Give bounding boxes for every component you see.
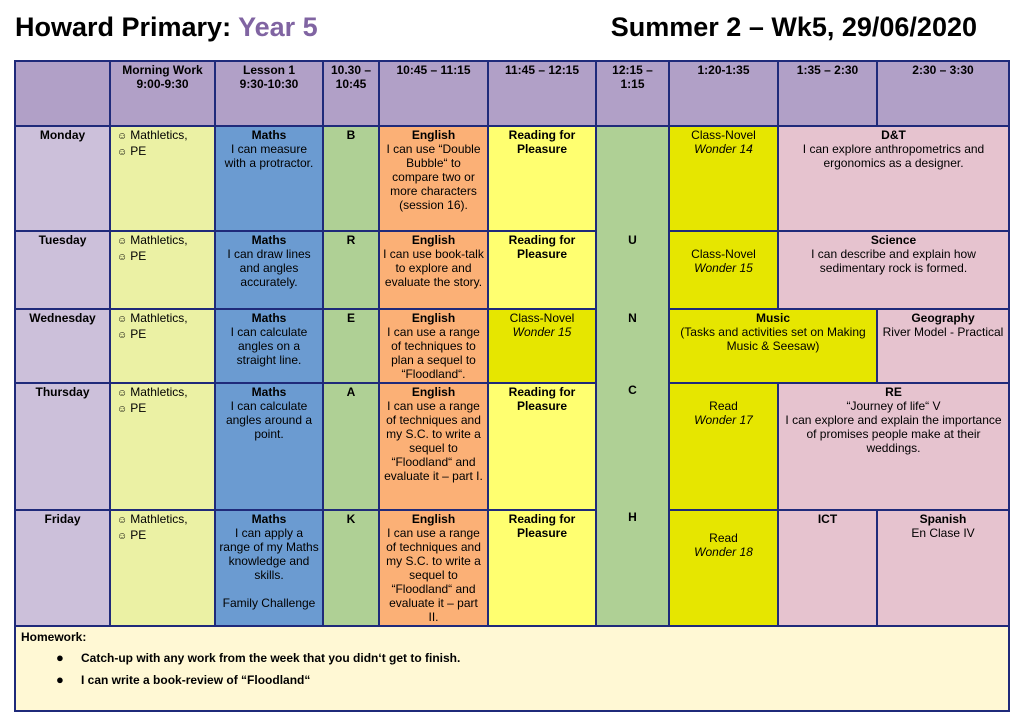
- header-label: 11:45 – 12:15: [504, 63, 580, 77]
- subject-title: Spanish: [919, 512, 967, 526]
- header-1045: [379, 61, 488, 126]
- row-wednesday: [15, 309, 1009, 383]
- smiley-icon: ☺: [117, 147, 128, 158]
- afternoon-cell: [778, 383, 1009, 510]
- subject-title: Maths: [251, 385, 287, 399]
- header-label: 12:15 – 1:15: [612, 63, 653, 91]
- english-cell: [379, 383, 488, 510]
- subject-title: Maths: [251, 233, 287, 247]
- reading-cell: Reading for Pleasure: [488, 510, 596, 626]
- break-cell: A: [323, 383, 379, 510]
- read-cell: [669, 383, 778, 510]
- header-120: [669, 61, 778, 126]
- novel-chapter: Wonder 15: [694, 261, 753, 275]
- mw-item: Mathletics,: [130, 512, 188, 526]
- class-novel-cell: [669, 126, 778, 231]
- subject-title: English: [411, 385, 456, 399]
- lesson-objective: I can measure with a protractor.: [224, 142, 314, 170]
- mw-item: Mathletics,: [130, 311, 188, 325]
- homework-item: [56, 672, 1003, 687]
- mw-item: PE: [130, 327, 147, 341]
- subject-title: Maths: [251, 128, 287, 142]
- lesson-objective: I can explore anthropometrics and ergonomics as a designer.: [802, 142, 985, 170]
- novel-title: Class-Novel: [691, 128, 756, 142]
- header-lesson-1: [215, 61, 323, 126]
- homework-text: I can write a book-review of “Floodland“: [81, 673, 311, 687]
- class-novel-cell: [488, 309, 596, 383]
- lesson-objective: En Clase IV: [911, 526, 975, 540]
- subject-title: English: [411, 128, 456, 142]
- english-cell: [379, 309, 488, 383]
- smiley-icon: ☺: [117, 252, 128, 263]
- family-challenge: Family Challenge: [222, 596, 316, 610]
- page-title: [15, 12, 318, 43]
- morning-work-cell: [110, 231, 215, 309]
- spanish-cell: [877, 510, 1009, 626]
- subject-title: Maths: [251, 311, 287, 325]
- header-label: Morning Work 9:00-9:30: [122, 63, 203, 91]
- reading-cell: Reading for Pleasure: [488, 231, 596, 309]
- subject-title: English: [411, 311, 456, 325]
- maths-cell: [215, 309, 323, 383]
- novel-chapter: Wonder 18: [694, 545, 753, 559]
- year-group: Year 5: [238, 12, 318, 42]
- smiley-icon: ☺: [117, 515, 128, 526]
- row-homework: [15, 626, 1009, 711]
- subject-title: Maths: [251, 512, 287, 526]
- row-monday: [15, 126, 1009, 231]
- morning-work-cell: [110, 510, 215, 626]
- header-230: [877, 61, 1009, 126]
- novel-chapter: Wonder 15: [512, 325, 572, 339]
- ict-cell: ICT: [778, 510, 877, 626]
- homework-list: [21, 651, 1003, 687]
- maths-cell: [215, 231, 323, 309]
- smiley-icon: ☺: [117, 131, 128, 142]
- subject-title: Science: [870, 233, 917, 247]
- subject-title: Music: [755, 311, 790, 325]
- english-cell: [379, 510, 488, 626]
- subject-title: English: [411, 512, 456, 526]
- novel-title: Class-Novel: [691, 247, 756, 261]
- afternoon-cell: [778, 126, 1009, 231]
- day-label: Monday: [15, 126, 110, 231]
- header-row: [15, 61, 1009, 126]
- header-label: 10:45 – 11:15: [396, 63, 471, 77]
- header-label: 1:35 – 2:30: [796, 63, 859, 77]
- mw-item: Mathletics,: [130, 233, 188, 247]
- subject-title: D&T: [881, 128, 906, 142]
- header-lunch: [596, 61, 669, 126]
- reading-cell: Reading for Pleasure: [488, 383, 596, 510]
- read-title: Read: [709, 399, 738, 413]
- subject-title: Geography: [911, 311, 975, 325]
- morning-work-cell: [110, 383, 215, 510]
- homework-box: [15, 626, 1009, 711]
- lesson-objective: I can calculate angles on a straight line.: [230, 325, 308, 367]
- bullet-icon: ●: [56, 672, 64, 687]
- break-cell: E: [323, 309, 379, 383]
- read-cell: [669, 510, 778, 626]
- break-cell: R: [323, 231, 379, 309]
- row-tuesday: [15, 231, 1009, 309]
- morning-work-cell: [110, 126, 215, 231]
- lesson-objective: (Tasks and activities set on Making Music & Seesaw): [680, 325, 866, 353]
- smiley-icon: ☺: [117, 404, 128, 415]
- day-label: Tuesday: [15, 231, 110, 309]
- homework-title: Homework:: [21, 630, 87, 644]
- class-novel-cell: [669, 231, 778, 309]
- smiley-icon: ☺: [117, 314, 128, 325]
- lesson-objective: I can explore and explain the importance of promises people make at their weddings.: [785, 413, 1002, 455]
- geography-cell: [877, 309, 1009, 383]
- english-cell: [379, 126, 488, 231]
- lunch-letter: C: [628, 383, 637, 397]
- reading-cell: Reading for Pleasure: [488, 126, 596, 231]
- read-title: Read: [709, 531, 738, 545]
- lesson-objective: I can use a range of techniques to plan a sequel to “Floodland“.: [387, 325, 480, 381]
- subject-title: English: [411, 233, 456, 247]
- mw-item: PE: [130, 528, 147, 542]
- lesson-objective: I can use “Double Bubble“ to compare two or more characters (session 16).: [386, 142, 481, 212]
- homework-text: Catch-up with any work from the week that you didn‘t get to finish.: [81, 651, 461, 665]
- lesson-objective: I can draw lines and angles accurately.: [227, 247, 311, 289]
- day-label: Thursday: [15, 383, 110, 510]
- subject-title: RE: [885, 385, 902, 399]
- morning-work-cell: [110, 309, 215, 383]
- header-break: [323, 61, 379, 126]
- row-friday: [15, 510, 1009, 626]
- smiley-icon: ☺: [117, 531, 128, 542]
- maths-cell: [215, 383, 323, 510]
- lunch-letter: H: [628, 510, 637, 524]
- break-cell: B: [323, 126, 379, 231]
- header-label: 10.30 – 10:45: [330, 63, 372, 91]
- smiley-icon: ☺: [117, 236, 128, 247]
- day-label: Wednesday: [15, 309, 110, 383]
- music-cell: [669, 309, 877, 383]
- lesson-objective: I can use a range of techniques and my S.C. to write a sequel to “Floodland“ and evaluate it – part I.: [384, 399, 483, 483]
- unit-title: “Journey of life“ V: [846, 399, 941, 413]
- term-date: Summer 2 – Wk5, 29/06/2020: [610, 12, 977, 42]
- header-label: 1:20-1:35: [697, 63, 750, 77]
- lesson-objective: I can describe and explain how sedimentary rock is formed.: [811, 247, 976, 275]
- novel-title: Class-Novel: [509, 311, 575, 325]
- mw-item: Mathletics,: [130, 128, 188, 142]
- lunch-letter: N: [628, 311, 637, 325]
- mw-item: PE: [130, 249, 147, 263]
- day-label: Friday: [15, 510, 110, 626]
- english-cell: [379, 231, 488, 309]
- lunch-letter: U: [628, 233, 637, 247]
- mw-item: Mathletics,: [130, 385, 188, 399]
- afternoon-cell: [778, 231, 1009, 309]
- lesson-objective: I can calculate angles around a point.: [225, 399, 313, 441]
- maths-cell: [215, 126, 323, 231]
- row-thursday: [15, 383, 1009, 510]
- mw-item: PE: [130, 401, 147, 415]
- novel-chapter: Wonder 14: [694, 142, 753, 156]
- break-cell: K: [323, 510, 379, 626]
- header-label: 2:30 – 3:30: [912, 63, 974, 77]
- lesson-objective: I can use a range of techniques and my S.C. to write a sequel to “Floodland“ and evaluate it – part II.: [386, 526, 481, 624]
- maths-cell: [215, 510, 323, 626]
- smiley-icon: ☺: [117, 388, 128, 399]
- bullet-icon: ●: [56, 650, 64, 665]
- timetable: [14, 60, 1010, 712]
- homework-item: [56, 650, 1003, 665]
- school-name: Howard Primary:: [15, 12, 232, 42]
- header-label: Lesson 1 9:30-10:30: [239, 63, 299, 91]
- lunch-cell: [596, 126, 669, 626]
- smiley-icon: ☺: [117, 330, 128, 341]
- header-morning-work: [110, 61, 215, 126]
- header-135: [778, 61, 877, 126]
- lesson-objective: River Model - Practical: [882, 325, 1004, 339]
- header-corner: [15, 61, 110, 126]
- novel-chapter: Wonder 17: [694, 413, 753, 427]
- lesson-objective: I can use book-talk to explore and evaluate the story.: [383, 247, 484, 289]
- header-1145: [488, 61, 596, 126]
- mw-item: PE: [130, 144, 147, 158]
- lesson-objective: I can apply a range of my Maths knowledge and skills.: [219, 526, 319, 582]
